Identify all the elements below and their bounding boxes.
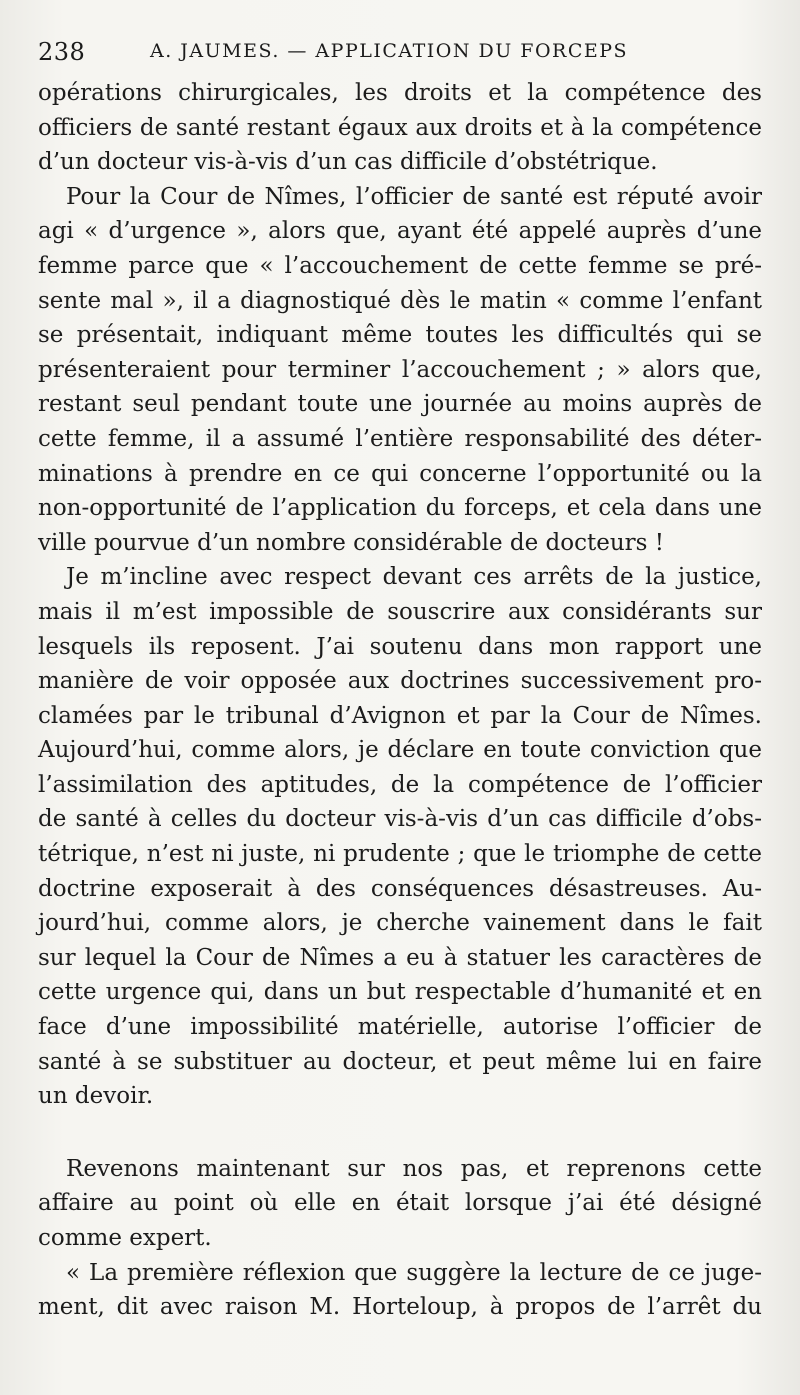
text-line: un devoir. bbox=[38, 1083, 154, 1110]
text-line: d’un docteur vis-à-vis d’un cas difficile d’obstétrique. bbox=[38, 149, 658, 176]
text-line: sente mal », il a diagnostiqué dès le matin « comme l’enfant bbox=[38, 287, 762, 314]
text-line: minations à prendre en ce qui concerne l’opportunité ou la bbox=[38, 460, 762, 487]
text-line: affaire au point où elle en était lorsque j’ai été désigné bbox=[38, 1190, 762, 1217]
paragraph-3 bbox=[38, 560, 762, 1114]
text-line: officiers de santé restant égaux aux droits et à la compétence bbox=[38, 114, 762, 141]
text-line: clamées par le tribunal d’Avignon et par la Cour de Nîmes. bbox=[38, 702, 762, 729]
text-line: face d’une impossibilité matérielle, autorise l’officier de bbox=[38, 1014, 762, 1041]
text-line: Revenons maintenant sur nos pas, et reprenons cette bbox=[66, 1155, 762, 1182]
text-line: l’assimilation des aptitudes, de la compétence de l’officier bbox=[38, 771, 762, 798]
text-line: présenteraient pour terminer l’accouchement ; » alors que, bbox=[38, 356, 762, 383]
paragraph-5 bbox=[38, 1256, 762, 1325]
text-line: de santé à celles du docteur vis-à-vis d’un cas difficile d’obs- bbox=[38, 806, 762, 833]
text-line: restant seul pendant toute une journée au moins auprès de bbox=[38, 391, 762, 418]
text-line: « La première réflexion que suggère la lecture de ce juge- bbox=[66, 1259, 762, 1286]
page-header bbox=[38, 36, 762, 72]
text-line: lesquels ils reposent. J’ai soutenu dans mon rapport une bbox=[38, 633, 762, 660]
text-line: Pour la Cour de Nîmes, l’officier de santé est réputé avoir bbox=[66, 183, 762, 210]
text-line: agi « d’urgence », alors que, ayant été appelé auprès d’une bbox=[38, 218, 762, 245]
text-line: femme parce que « l’accouchement de cette femme se pré- bbox=[38, 252, 762, 279]
page-number: 238 bbox=[38, 38, 86, 66]
text-line: se présentait, indiquant même toutes les difficultés qui se bbox=[38, 322, 762, 349]
text-line: jourd’hui, comme alors, je cherche vainement dans le fait bbox=[38, 910, 762, 937]
text-line: sur lequel la Cour de Nîmes a eu à statuer les caractères de bbox=[38, 944, 762, 971]
text-line: opérations chirurgicales, les droits et la compétence des bbox=[38, 80, 762, 106]
text-line: santé à se substituer au docteur, et peut même lui en faire bbox=[38, 1048, 762, 1075]
text-line: doctrine exposerait à des conséquences désastreuses. Au- bbox=[38, 875, 762, 902]
text-line: mais il m’est impossible de souscrire aux considérants sur bbox=[38, 598, 762, 625]
paragraph-spacer bbox=[38, 1114, 762, 1152]
text-line: ville pourvue d’un nombre considérable de docteurs ! bbox=[38, 529, 665, 556]
paragraph-2 bbox=[38, 180, 762, 561]
text-line: manière de voir opposée aux doctrines successivement pro- bbox=[38, 668, 762, 695]
text-line: tétrique, n’est ni juste, ni prudente ; que le triomphe de cette bbox=[38, 841, 762, 868]
text-line: non-opportunité de l’application du forceps, et cela dans une bbox=[38, 495, 762, 522]
text-line: comme expert. bbox=[38, 1225, 212, 1251]
text-line: Aujourd’hui, comme alors, je déclare en toute conviction que bbox=[38, 737, 762, 764]
text-line: cette femme, il a assumé l’entière responsabilité des déter- bbox=[38, 425, 762, 452]
text-line: cette urgence qui, dans un but respectable d’humanité et en bbox=[38, 979, 762, 1006]
running-head: A. JAUMES. — APPLICATION DU FORCEPS bbox=[150, 40, 629, 62]
text-line: Je m’incline avec respect devant ces arrêts de la justice, bbox=[66, 564, 762, 591]
text-line: ment, dit avec raison M. Horteloup, à propos de l’arrêt du bbox=[38, 1294, 762, 1321]
paragraph-1 bbox=[38, 76, 762, 180]
paragraph-4 bbox=[38, 1152, 762, 1256]
body-text bbox=[38, 76, 762, 1325]
